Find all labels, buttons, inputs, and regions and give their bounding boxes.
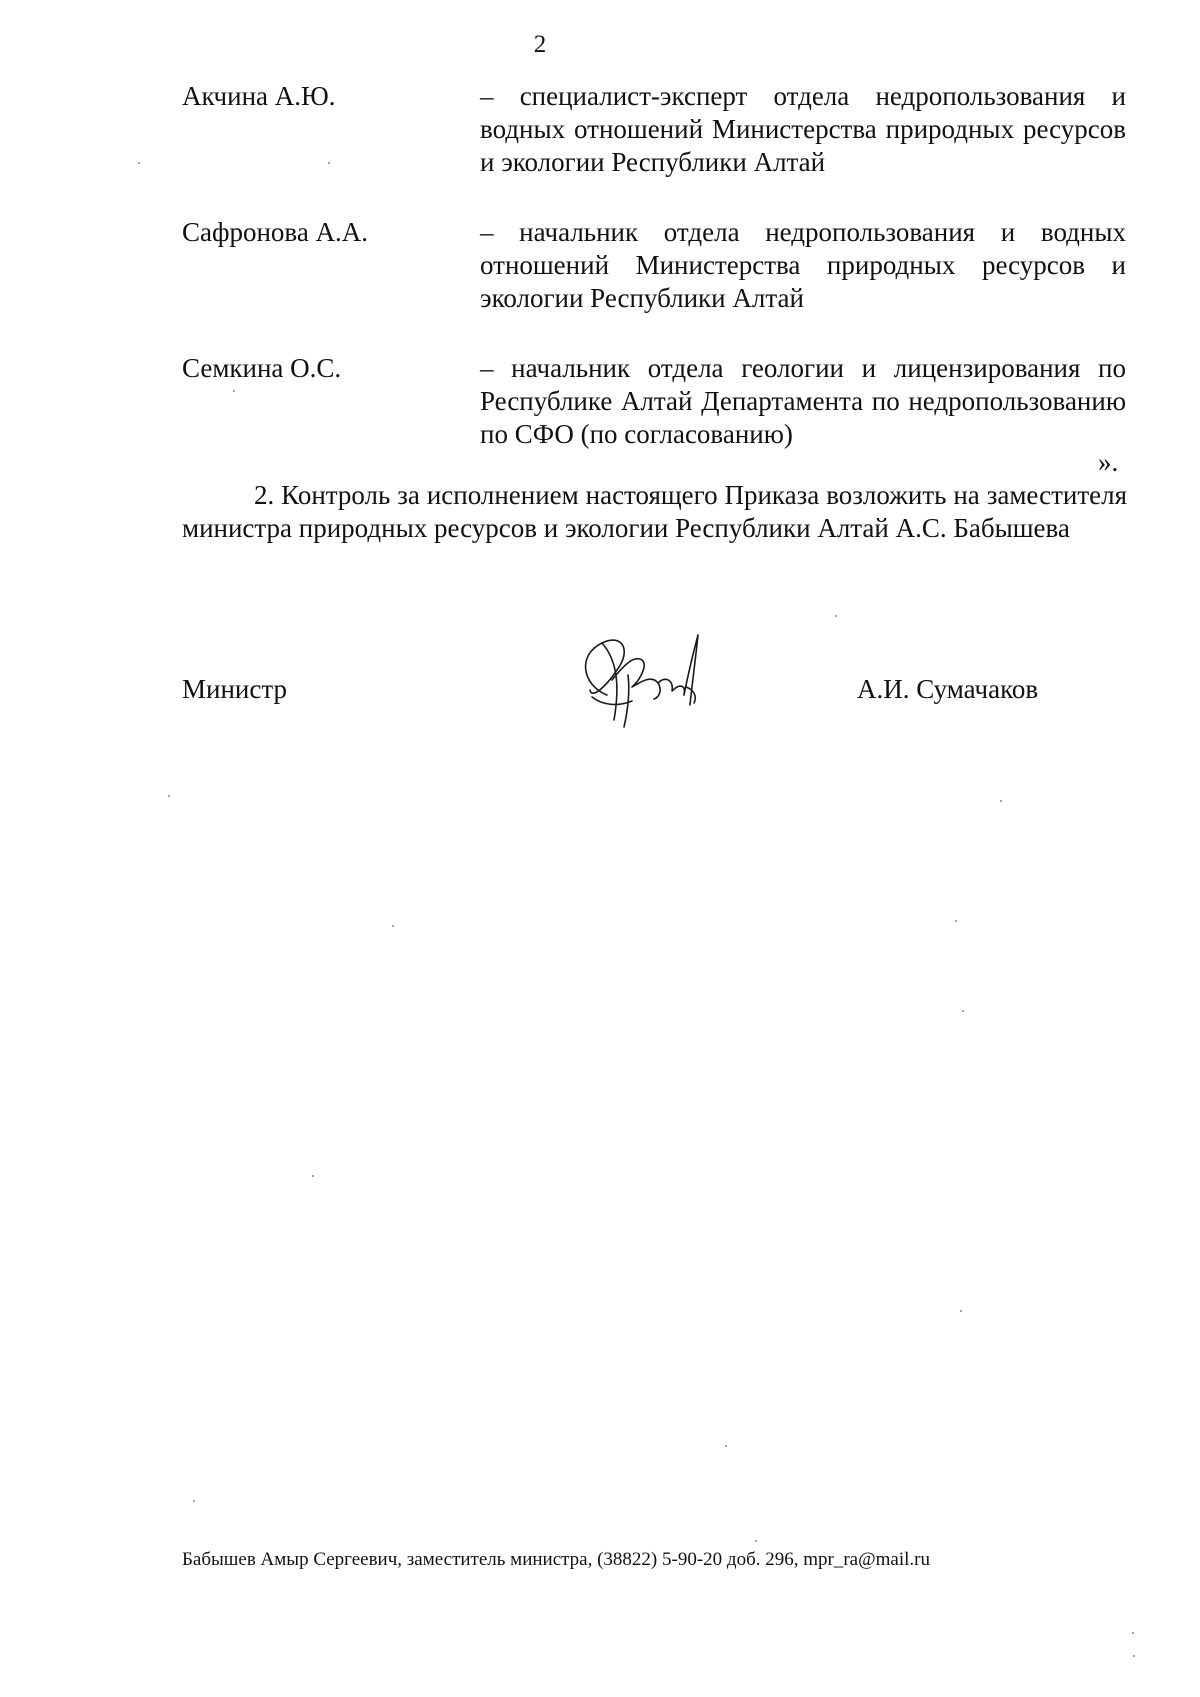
scan-speck <box>328 162 330 164</box>
signatory-name: А.И. Сумачаков <box>857 674 1039 704</box>
scan-speck <box>1000 800 1002 802</box>
scan-speck <box>755 1540 757 1542</box>
page-number: 2 <box>533 31 547 58</box>
member-entry <box>182 216 1127 340</box>
scan-speck <box>312 1175 314 1177</box>
member-name: Сафронова А.А. <box>182 217 369 247</box>
member-name: Акчина А.Ю. <box>182 81 336 111</box>
members-list <box>182 80 1127 488</box>
closing-quote: ». <box>1098 447 1119 477</box>
scan-speck <box>960 1310 962 1312</box>
scan-speck <box>392 925 394 927</box>
scan-speck <box>725 1445 727 1447</box>
scan-speck <box>1132 1632 1134 1634</box>
member-entry <box>182 352 1127 476</box>
handwritten-signature <box>562 625 712 735</box>
member-role: – начальник отдела геологии и лицензирования по Республике Алтай Департамента по недропользованию по СФО (по согласованию) <box>480 353 1126 449</box>
member-role: – начальник отдела недропользования и водных отношений Министерства природных ресурсов и экологии Республики Алтай <box>480 217 1126 313</box>
scan-speck <box>1133 1655 1135 1657</box>
scan-speck <box>835 615 837 617</box>
signature-block <box>182 625 1127 745</box>
scan-speck <box>138 162 140 164</box>
member-name: Семкина О.С. <box>182 353 342 383</box>
scan-speck <box>193 1500 195 1502</box>
member-entry <box>182 80 1127 204</box>
signature-title: Министр <box>182 674 287 704</box>
scan-speck <box>955 920 957 922</box>
scan-speck <box>233 390 235 392</box>
scan-speck <box>168 795 170 797</box>
control-paragraph: 2. Контроль за исполнением настоящего Приказа возложить на заместителя министра природных ресурсов и экологии Республики Алтай А.С. Бабышева <box>182 480 1127 543</box>
footer-contact: Бабышев Амыр Сергеевич, заместитель министра, (38822) 5-90-20 доб. 296, mpr_ra@mail.ru <box>182 1549 930 1570</box>
scan-speck <box>962 1010 964 1012</box>
member-role: – специалист-эксперт отдела недропользования и водных отношений Министерства природных ресурсов и экологии Республики Алтай <box>480 81 1126 177</box>
